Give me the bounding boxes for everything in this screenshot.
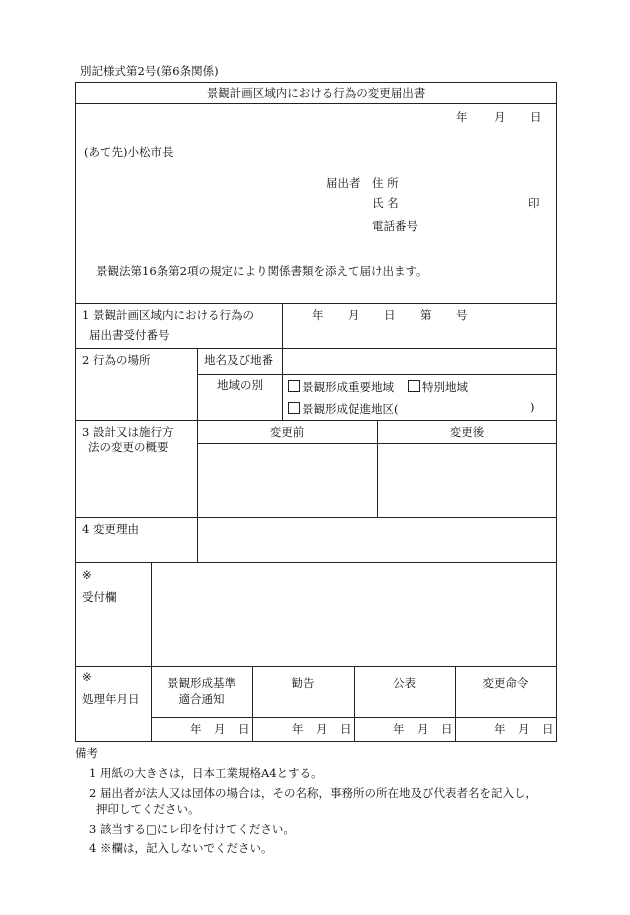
note-item: 1 用紙の大きさは，日本工業規格A4とする。 bbox=[89, 766, 323, 780]
processing-mark: ※ bbox=[82, 670, 92, 684]
note-item: 3 該当する□にレ印を付けてください。 bbox=[89, 822, 295, 836]
ymd-month: 月 bbox=[214, 722, 226, 736]
col-publication: 公表 bbox=[393, 676, 416, 690]
ymd-year: 年 bbox=[190, 722, 202, 736]
section3-label-line2: 法の変更の概要 bbox=[88, 440, 169, 454]
ymd-day: 日 bbox=[340, 722, 352, 736]
applicant-label: 届出者 bbox=[326, 176, 361, 190]
processing-label: 処理年月日 bbox=[82, 692, 140, 706]
reception-label: 受付欄 bbox=[82, 590, 117, 604]
declaration-text: 景観法第16条第2項の規定により関係書類を添えて届け出ます。 bbox=[96, 264, 428, 278]
option-special-area[interactable]: 特別地域 bbox=[408, 380, 468, 394]
note-item: 2 届出者が法人又は団体の場合は，その名称，事務所の所在地及び代表者名を記入し， bbox=[89, 786, 537, 800]
area-label: 地域の別 bbox=[217, 378, 263, 392]
date-year-label: 年 bbox=[456, 110, 468, 124]
option-important-area[interactable]: 景観形成重要地域 bbox=[288, 380, 394, 394]
form-id: 別記様式第2号(第6条関係) bbox=[80, 64, 219, 78]
col-change-order: 変更命令 bbox=[482, 676, 529, 690]
date-day-label: 日 bbox=[530, 110, 542, 124]
applicant-name-label: 氏 名 bbox=[372, 196, 399, 210]
col-conformity: 景観形成基準 bbox=[167, 676, 236, 690]
applicant-phone-label: 電話番号 bbox=[372, 219, 418, 233]
ymd-day: 日 bbox=[238, 722, 250, 736]
applicant-address-label: 住 所 bbox=[372, 176, 399, 190]
ymd-year: 年 bbox=[292, 722, 304, 736]
ymd-month: 月 bbox=[316, 722, 328, 736]
notes-heading: 備考 bbox=[75, 746, 98, 760]
section2-label: 2 行為の場所 bbox=[82, 353, 151, 367]
ymd-year: 年 bbox=[393, 722, 405, 736]
seal-mark: 印 bbox=[528, 196, 540, 210]
reception-mark: ※ bbox=[82, 568, 92, 582]
section1-label: 1 景観計画区域内における行為の bbox=[82, 308, 254, 322]
section1-month: 月 bbox=[348, 308, 360, 322]
note-item: 4 ※欄は，記入しないでください。 bbox=[89, 841, 273, 855]
place-label: 地名及び地番 bbox=[204, 353, 273, 367]
ymd-month: 月 bbox=[417, 722, 429, 736]
section1-label-line2: 届出書受付番号 bbox=[89, 328, 170, 342]
before-header: 変更前 bbox=[269, 425, 305, 439]
col-conformity-line2: 適合通知 bbox=[178, 692, 225, 706]
section1-day: 日 bbox=[384, 308, 396, 322]
promotion-close-paren: ) bbox=[530, 400, 535, 414]
ymd-month: 月 bbox=[518, 722, 530, 736]
col-recommendation: 勧告 bbox=[291, 676, 315, 690]
ymd-day: 日 bbox=[441, 722, 453, 736]
date-month-label: 月 bbox=[494, 110, 506, 124]
after-header: 変更後 bbox=[449, 425, 485, 439]
addressee: (あて先)小松市長 bbox=[84, 145, 174, 159]
option-promotion-district[interactable]: 景観形成促進地区( bbox=[288, 402, 399, 416]
ymd-day: 日 bbox=[542, 722, 554, 736]
section1-go: 号 bbox=[456, 308, 468, 322]
checkbox-icon bbox=[288, 380, 300, 392]
form-title: 景観計画区域内における行為の変更届出書 bbox=[206, 86, 426, 100]
ymd-year: 年 bbox=[494, 722, 506, 736]
section1-year: 年 bbox=[312, 308, 324, 322]
section1-dai: 第 bbox=[420, 308, 432, 322]
section4-label: 4 変更理由 bbox=[82, 522, 139, 536]
section3-label: 3 設計又は施行方 bbox=[82, 425, 174, 439]
note-item-continued: 押印してください。 bbox=[96, 802, 200, 816]
checkbox-icon bbox=[288, 402, 300, 414]
checkbox-icon bbox=[408, 380, 420, 392]
